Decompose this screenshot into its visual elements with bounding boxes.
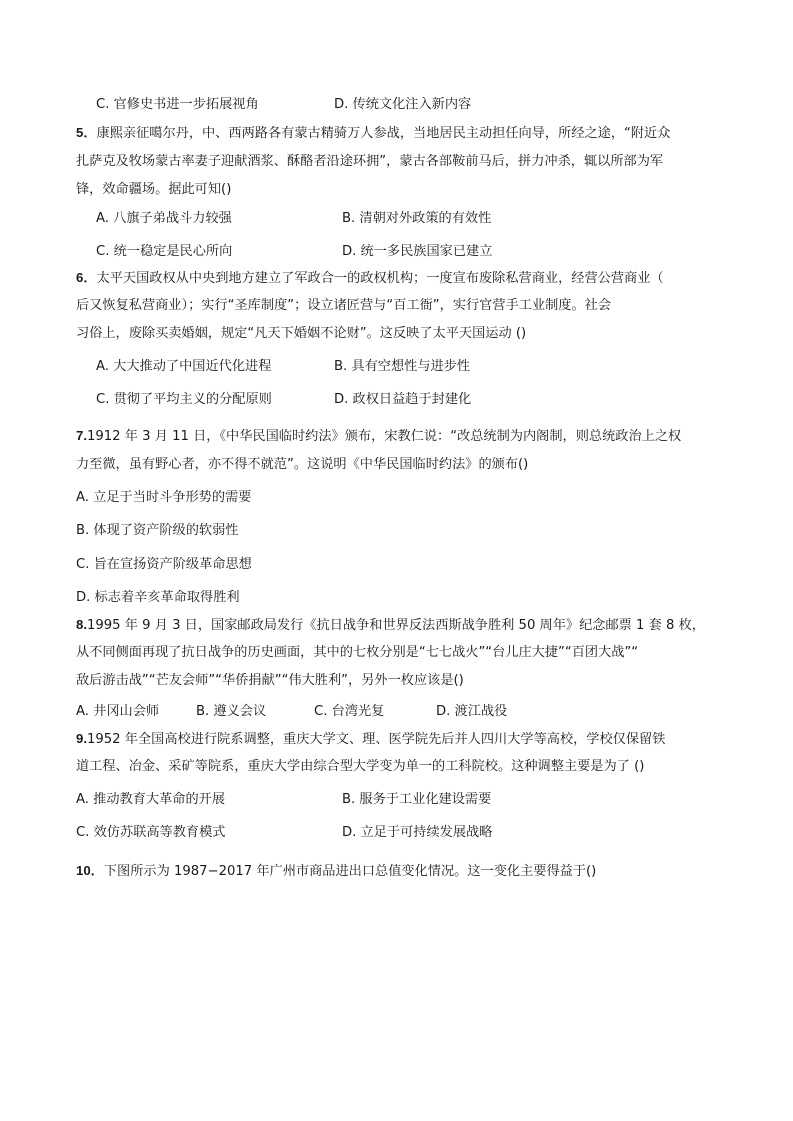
q8-number: 8. <box>76 617 87 632</box>
q8-stem-line-1 <box>76 616 705 635</box>
q5-number: 5． <box>76 125 97 140</box>
q8-text-1: 1995 年 9 月 3 日，国家邮政局发行《抗日战争和世界反法西斯战争胜利 50 周年》纪念邮票 1 套 8 枚， <box>87 618 705 633</box>
q5-option-c: C. 统一稳定是民心所向 <box>96 244 233 259</box>
q8-option-b: B. 遵义会议 <box>196 704 267 719</box>
q5-stem-line-1 <box>76 124 670 143</box>
q10-number: 10． <box>76 863 104 878</box>
q9-stem-line-2: 道工程、冶金、采矿等院系，重庆大学由综合型大学变为单一的工科院校。这种调整主要是为了 () <box>76 759 645 774</box>
q7-text-1: 1912 年 3 月 11 日，《中华民国临时约法》颁布，宋教仁说：“改总统制为内阁制，则总统政治上之权 <box>87 429 682 444</box>
q5-option-d: D. 统一多民族国家已建立 <box>342 244 493 259</box>
q9-option-c: C. 效仿苏联高等教育模式 <box>76 825 226 840</box>
q9-stem-line-1 <box>76 730 665 749</box>
q8-stem-line-3: 敌后游击战”“芒友会师”“华侨捐献”“伟大胜利”，另外一枚应该是() <box>76 673 464 688</box>
q6-stem-line-1 <box>76 269 664 288</box>
q6-stem-line-3: 习俗上，废除买卖婚姻，规定“凡天下婚姻不论财”。这反映了太平天国运动 () <box>76 326 527 341</box>
q6-number: 6． <box>76 270 97 285</box>
q9-option-d: D. 立足于可持续发展战略 <box>342 825 493 840</box>
q9-option-a: A. 推动教育大革命的开展 <box>76 792 226 807</box>
q4-option-c: C. 官修史书进一步拓展视角 <box>96 97 259 112</box>
q10-stem-line-1 <box>76 862 596 881</box>
q9-option-b: B. 服务于工业化建设需要 <box>342 792 492 807</box>
q7-option-b: B. 体现了资产阶级的软弱性 <box>76 523 239 538</box>
q8-stem-line-2: 从不同侧面再现了抗日战争的历史画面，其中的七枚分别是“七七战火”“台儿庄大捷”“百团大战”“ <box>76 645 639 660</box>
q5-stem-line-2: 扎萨克及牧场蒙古率妻子迎献酒浆、酥酪者沿途环拥”，蒙古各部鞍前马后，拼力冲杀，辄以所部为军 <box>76 154 664 169</box>
q7-option-a: A. 立足于当时斗争形势的需要 <box>76 490 252 505</box>
q6-option-b: B. 具有空想性与进步性 <box>334 359 471 374</box>
q4-option-d: D. 传统文化注入新内容 <box>334 97 472 112</box>
q5-stem-line-3: 锋，效命疆场。据此可知() <box>76 182 232 197</box>
q8-option-c: C. 台湾光复 <box>314 704 385 719</box>
q6-option-d: D. 政权日益趋于封建化 <box>334 392 472 407</box>
q5-option-a: A. 八旗子弟战斗力较强 <box>96 211 232 226</box>
q6-option-c: C. 贯彻了平均主义的分配原则 <box>96 392 272 407</box>
q7-stem-line-1 <box>76 427 681 446</box>
q7-option-c: C. 旨在宣扬资产阶级革命思想 <box>76 557 252 572</box>
q8-option-a: A. 井冈山会师 <box>76 704 160 719</box>
q9-text-1: 1952 年全国高校进行院系调整，重庆大学文、理、医学院先后并人四川大学等高校，学校仅保留铁 <box>87 732 666 747</box>
q6-text-1: 太平天国政权从中央到地方建立了军政合一的政权机构；一度宣布废除私营商业，经营公营商业（ <box>96 271 664 286</box>
q7-number: 7. <box>76 428 87 443</box>
q6-option-a: A. 大大推动了中国近代化进程 <box>96 359 272 374</box>
q8-option-d: D. 渡江战役 <box>436 704 508 719</box>
q5-text-1: 康熙亲征噶尔丹，中、西两路各有蒙古精骑万人参战，当地居民主动担任向导，所经之途，“附近众 <box>96 126 671 141</box>
q5-option-b: B. 清朝对外政策的有效性 <box>342 211 492 226</box>
q9-number: 9. <box>76 731 87 746</box>
q6-stem-line-2: 后又恢复私营商业）；实行“圣库制度”；设立诸匠营与“百工衙”，实行官营手工业制度。社会 <box>76 298 612 313</box>
q7-option-d: D. 标志着辛亥革命取得胜利 <box>76 590 240 605</box>
q7-stem-line-2: 力至微，虽有野心者，亦不得不就范”。这说明《中华民国临时约法》的颁布() <box>76 457 529 472</box>
q10-text-1: 下图所示为 1987−2017 年广州市商品进出口总值变化情况。这一变化主要得益于() <box>103 864 597 879</box>
